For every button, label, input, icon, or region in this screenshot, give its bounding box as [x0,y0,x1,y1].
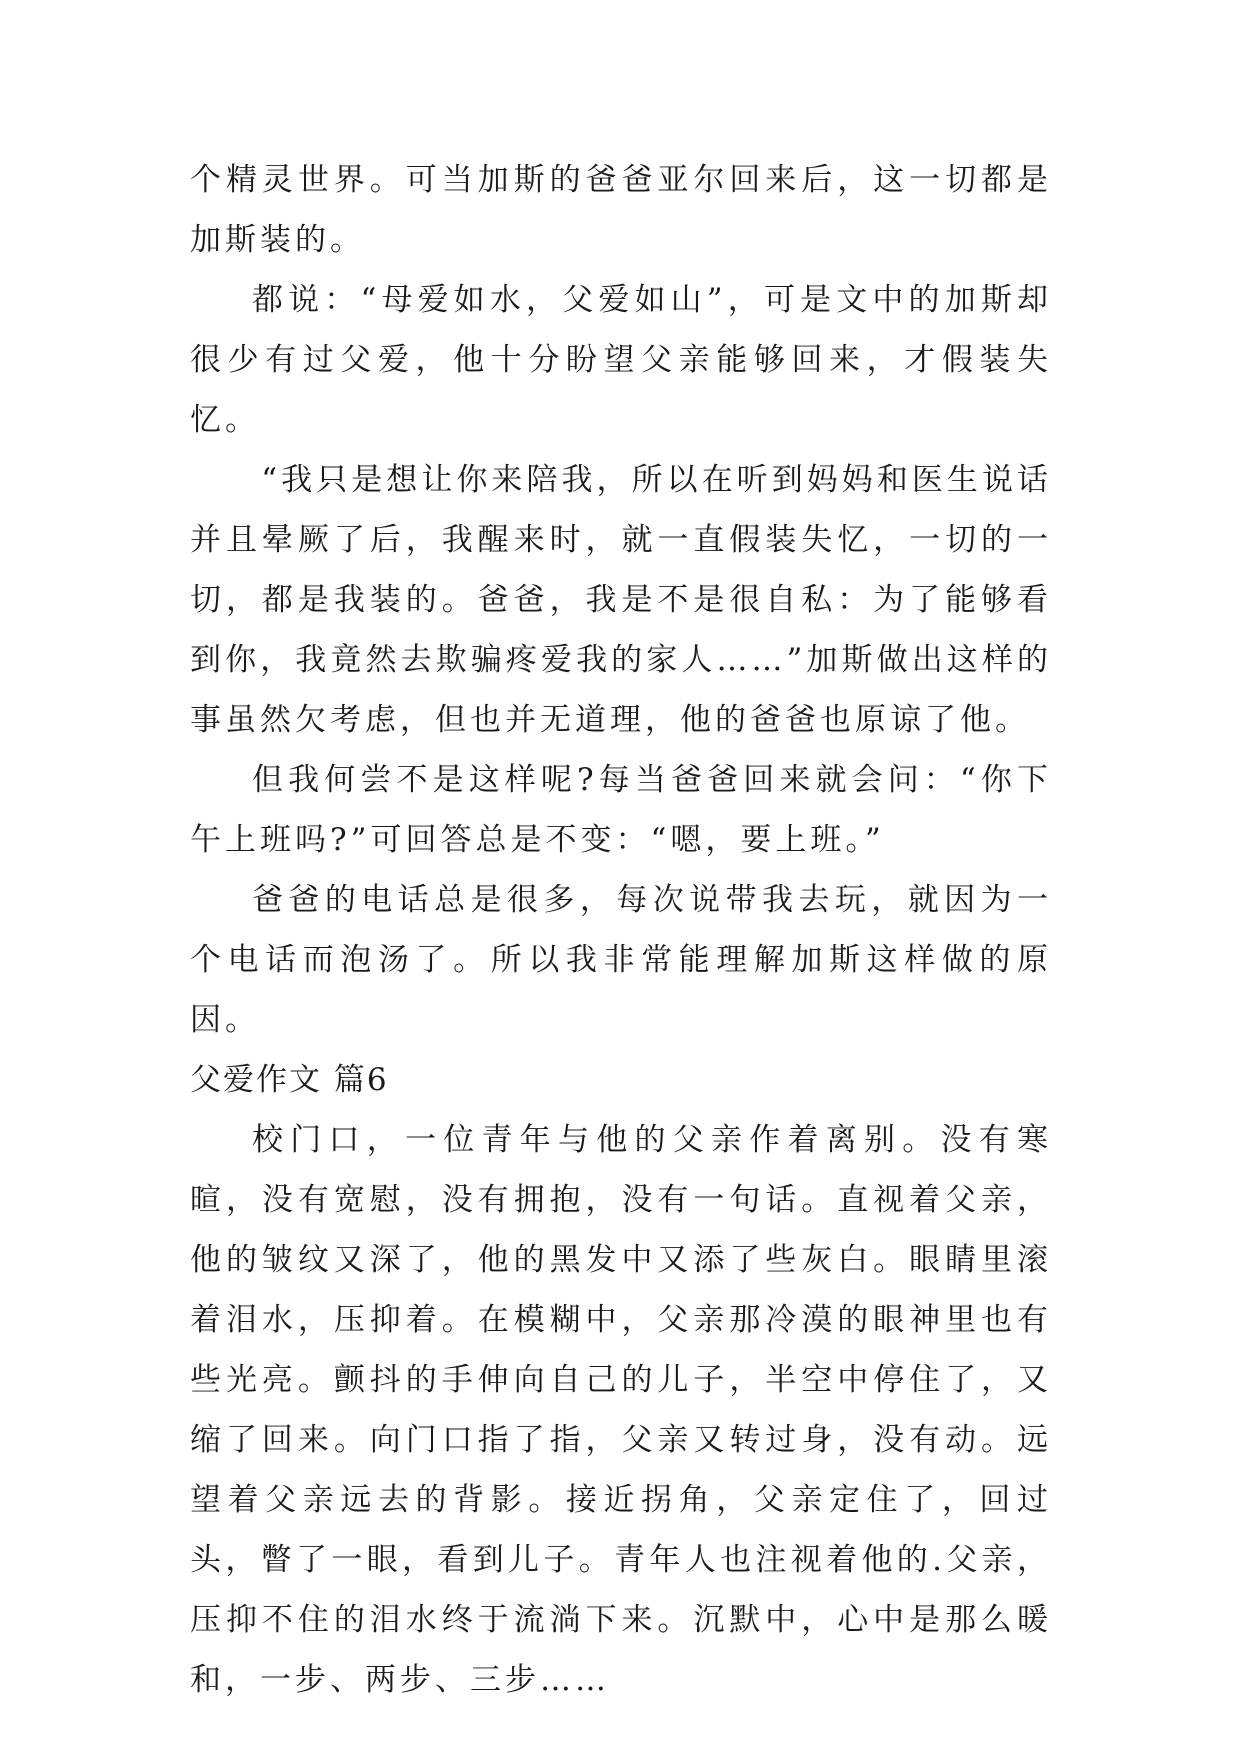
paragraph-phone-calls: 爸爸的电话总是很多，每次说带我去玩，就因为一个电话而泡汤了。所以我非常能理解加斯这样做的原因。 [190,882,1052,1038]
document-page [190,150,1052,1710]
paragraph-school-gate: 校门口，一位青年与他的父亲作着离别。没有寒暄，没有宽慰，没有拥抱，没有一句话。直视着父亲，他的皱纹又深了，他的黑发中又添了些灰白。眼睛里滚着泪水，压抑着。在模糊中，父亲那冷漠的眼神里也有些光亮。颤抖的手伸向自己的儿子，半空中停住了，又缩了回来。向门口指了指，父亲又转过身，没有动。远望着父亲远去的背影。接近拐角，父亲定住了，回过头，瞥了一眼，看到儿子。青年人也注视着他的.父亲，压抑不住的泪水终于流淌下来。沉默中，心中是那么暖和，一步、两步、三步…… [190,1122,1052,1698]
paragraph-continuation: 个精灵世界。可当加斯的爸爸亚尔回来后，这一切都是加斯装的。 [190,162,1052,258]
paragraph-father-love-saying: 都说：“母爱如水，父爱如山”，可是文中的加斯却很少有过父爱，他十分盼望父亲能够回来，才假装失忆。 [190,282,1052,438]
paragraph-quote: “我只是想让你来陪我，所以在听到妈妈和医生说话并且晕厥了后，我醒来时，就一直假装失忆，一切的一切，都是我装的。爸爸，我是不是很自私：为了能够看到你，我竟然去欺骗疼爱我的家人……”加斯做出这样的事虽然欠考虑，但也并无道理，他的爸爸也原谅了他。 [190,462,1052,738]
section-heading: 父爱作文 篇6 [190,1062,389,1098]
paragraph-question: 但我何尝不是这样呢?每当爸爸回来就会问：“你下午上班吗?”可回答总是不变：“嗯，要上班。” [190,762,1052,858]
